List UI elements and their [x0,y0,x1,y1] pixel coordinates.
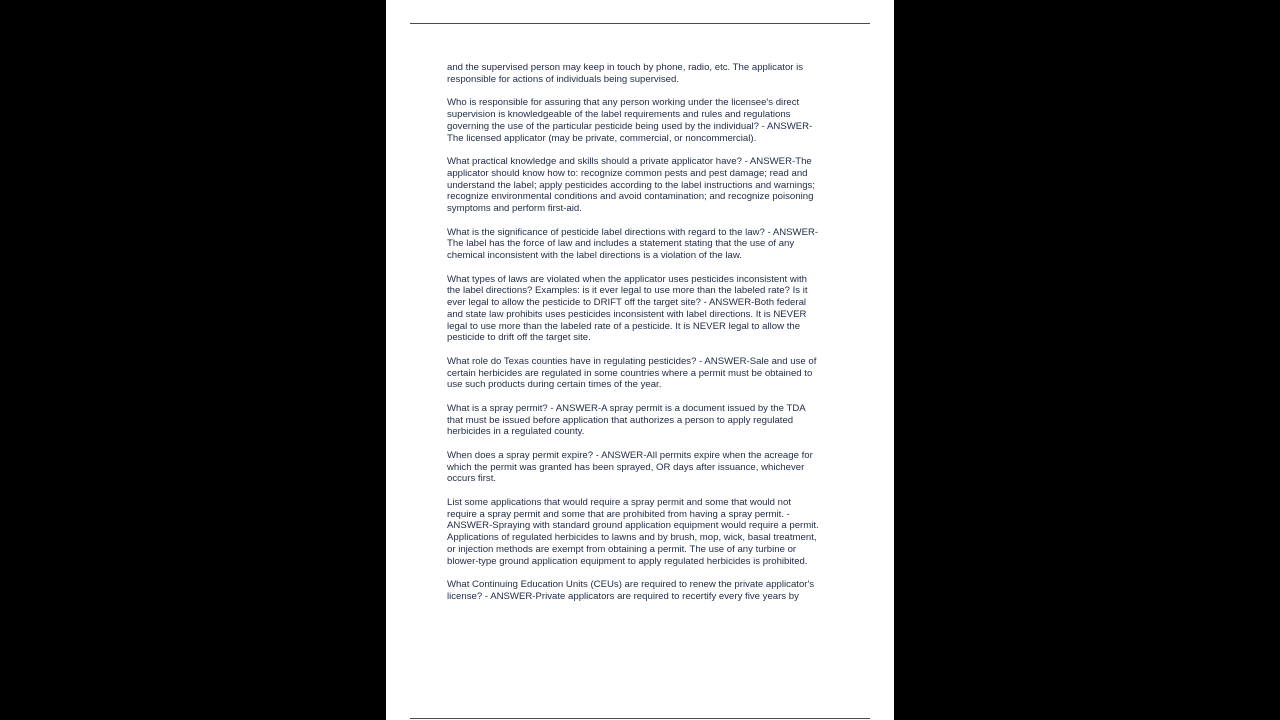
paragraph: and the supervised person may keep in touch by phone, radio, etc. The applicator is responsible for actions of individuals being supervised. [447,62,804,85]
paragraph: What practical knowledge and skills should a private applicator have? - ANSWER-The applicator should know how to: recognize common pests and pest damage; read and understand the label; apply pesticides according to the label instructions and warnings; recognize environmental conditions and avoid contamination; and recognize poisoning symptoms and perform first-aid. [447,156,815,214]
bottom-rule [410,718,870,719]
top-rule [410,23,870,24]
page-content [447,62,847,614]
paragraph: What Continuing Education Units (CEUs) are required to renew the private applicator's license? - ANSWER-Private applicators are required to recertify every five years by [447,579,815,602]
paragraph: What is the significance of pesticide label directions with regard to the law? - ANSWER- The label has the force of law and includes a statement stating that the use of any chemical inconsistent with the label directions is a violation of the law. [447,226,819,261]
paragraph: Who is responsible for assuring that any person working under the licensee's direct supervision is knowledgeable of the label requirements and rules and regulations governing the use of the particular pesticide being used by the individual? - ANSWER- The licensed applicator (may be private, commercial, or noncommercial). [447,97,813,144]
document-page [386,0,894,720]
paragraph: What types of laws are violated when the applicator uses pesticides inconsistent with the label directions? Examples: is it ever legal to use more than the labeled rate? Is it ever legal to allow the pesticide to DRIFT off the target site? - ANSWER-Both federal and state law prohibits uses pesticides inconsistent with label directions. It is NEVER legal to use more than the labeled rate of a pesticide. It is NEVER legal to allow the pesticide to drift off the target site. [447,273,808,344]
paragraph: List some applications that would require a spray permit and some that would not require a spray permit and some that are prohibited from having a spray permit. - ANSWER-Spraying with standard ground application equipment would require a permit. Applications of regulated herbicides to lawns and by brush, mop, wick, basal treatment, or injection methods are exempt from obtaining a permit. The use of any turbine or blower-type ground application equipment to apply regulated herbicides is prohibited. [447,496,819,567]
paragraph: When does a spray permit expire? - ANSWER-All permits expire when the acreage for which the permit was granted has been sprayed, OR days after issuance, whichever occurs first. [447,449,813,485]
paragraph: What is a spray permit? - ANSWER-A spray permit is a document issued by the TDA that must be issued before application that authorizes a person to apply regulated herbicides in a regulated county. [447,402,806,438]
paragraph: What role do Texas counties have in regulating pesticides? - ANSWER-Sale and use of certain herbicides are regulated in some countries where a permit must be obtained to use such products during certain times of the year. [447,355,817,391]
